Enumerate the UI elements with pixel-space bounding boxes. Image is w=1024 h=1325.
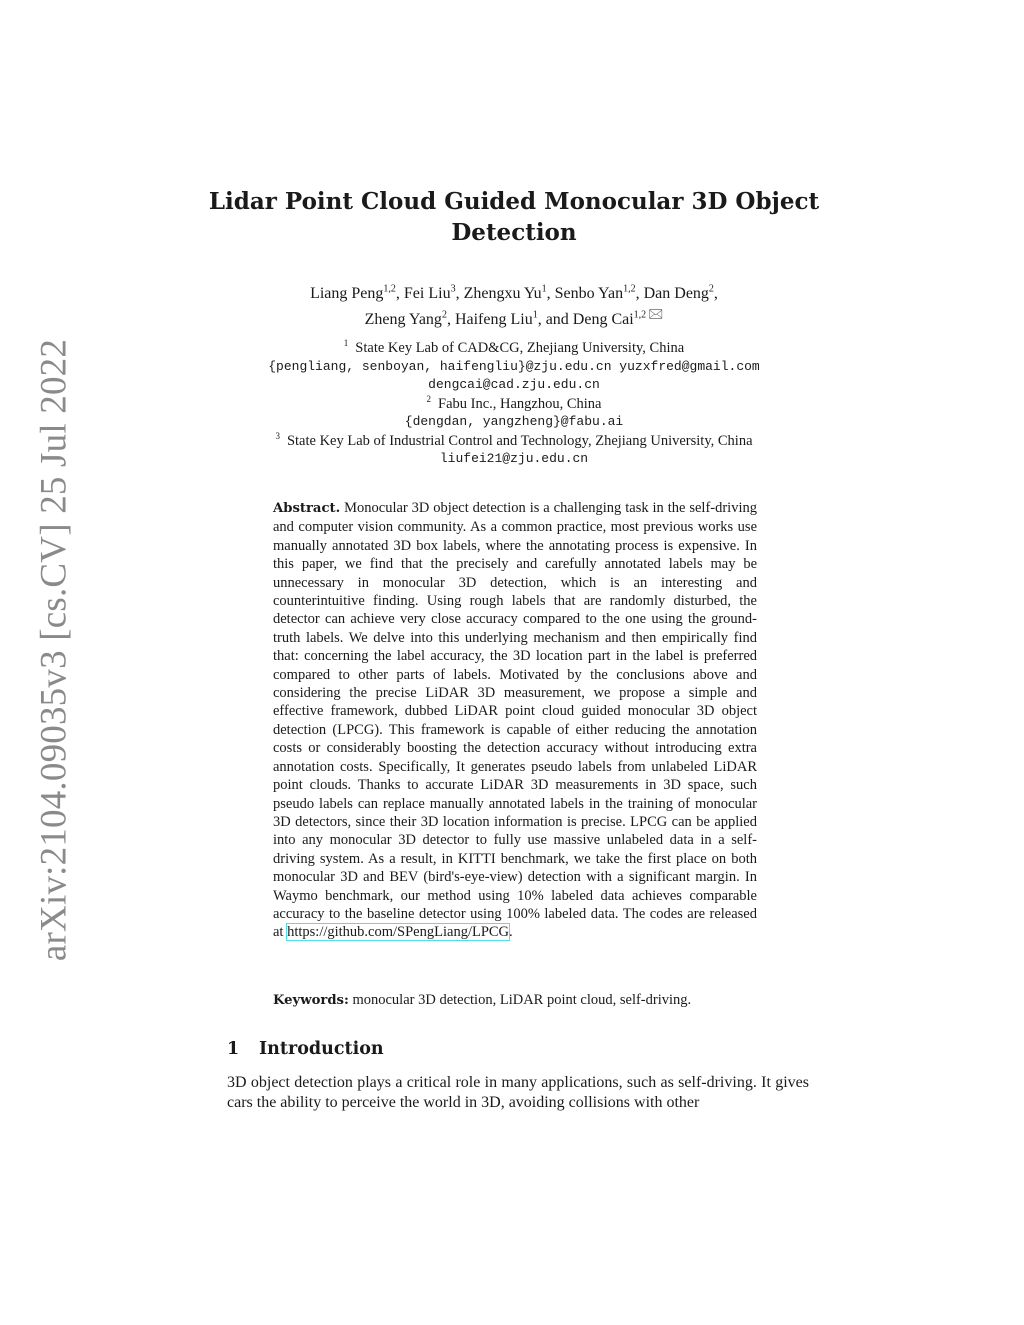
title-line-1: Lidar Point Cloud Guided Monocular 3D Object (208, 188, 820, 215)
affiliation-3-emails: liufei21@zju.edu.cn (439, 451, 589, 466)
abstract-label: Abstract. (273, 501, 341, 516)
author-separator: , (446, 311, 455, 328)
affiliation-2 (160, 395, 868, 414)
affiliation-name: State Key Lab of CAD&CG, Zhejiang University, China (355, 340, 685, 356)
author-affiliation-mark: 1,2 (633, 309, 647, 321)
author-line-2 (160, 304, 868, 330)
author-affiliation-mark: 1 (541, 283, 547, 295)
author-name: Dan Deng (643, 285, 709, 302)
author-name: Zheng Yang (364, 311, 442, 328)
title-line-2: Detection (451, 219, 577, 246)
author-list (160, 284, 868, 330)
affiliation-2-emails: {dengdan, yangzheng}@fabu.ai (404, 414, 624, 429)
affiliation-3 (160, 432, 868, 451)
section-heading (227, 1037, 384, 1061)
affiliation-number: 3 (275, 430, 280, 441)
affiliation-number: 2 (426, 393, 431, 404)
author-affiliation-mark: 2 (708, 283, 714, 295)
envelope-icon: 🖂 (648, 306, 664, 321)
author-name: Senbo Yan (554, 285, 624, 302)
intro-paragraph: 3D object detection plays a critical role in many applications, such as self-driving. It gives cars the ability to perceive the world in 3D, avoiding collisions with other (227, 1074, 809, 1111)
affiliation-block (160, 339, 868, 469)
affiliation-number: 1 (343, 338, 349, 349)
keywords-text: monocular 3D detection, LiDAR point cloud, self-driving. (352, 992, 692, 1008)
section-number: 1 (227, 1039, 240, 1059)
affiliation-1 (160, 339, 868, 358)
keywords (273, 991, 757, 1010)
arxiv-side-stamp: arXiv:2104.09035v3 [cs.CV] 25 Jul 2022 (33, 338, 75, 962)
author-affiliation-mark: 1 (532, 309, 538, 321)
affiliation-name: Fabu Inc., Hangzhou, China (438, 395, 602, 412)
abstract-end: . (509, 924, 513, 941)
author-separator: , (713, 285, 718, 302)
author-separator: , (546, 285, 555, 302)
affiliation-1-emails: {pengliang, senboyan, haifengliu}@zju.edu.cn yuzxfred@gmail.com (268, 358, 760, 374)
author-name: Deng Cai (572, 311, 634, 328)
author-line-1 (160, 284, 868, 304)
abstract (273, 499, 757, 942)
author-name: Zhengxu Yu (463, 285, 542, 302)
author-separator: , and (537, 311, 573, 328)
section-title: Introduction (259, 1039, 384, 1059)
author-name: Haifeng Liu (454, 311, 533, 328)
author-separator: , (455, 285, 464, 302)
author-affiliation-mark: 1,2 (623, 283, 636, 295)
author-affiliation-mark: 2 (441, 309, 447, 321)
paper-title (200, 186, 828, 248)
author-name: Fei Liu (403, 285, 451, 302)
author-separator: , (395, 285, 404, 302)
code-link[interactable]: https://github.com/SPengLiang/LPCG (287, 924, 510, 941)
author-separator: , (635, 285, 644, 302)
affiliation-1-emails-2: dengcai@cad.zju.edu.cn (428, 377, 600, 392)
affiliation-name: State Key Lab of Industrial Control and Technology, Zhejiang University, China (286, 432, 753, 449)
abstract-text: Monocular 3D object detection is a challenging task in the self-driving and computer vision community. As a common practice, most previous works use manually annotated 3D box labels, where the annotating process is expensive. In this paper, we find that the precisely and carefully annotated labels may be unnecessary in monocular 3D detection, which is an interesting and counterintuitive finding. Using rough labels that are randomly disturbed, the detector can achieve very close accuracy compared to the one using the ground-truth labels. We delve into this underlying mechanism and then empirically find that: concerning the label accuracy, the 3D location part in the label is preferred compared to other parts of labels. Motivated by the conclusions above and considering the precise LiDAR 3D measurement, we propose a simple and effective framework, dubbed LiDAR point cloud guided monocular 3D object detection (LPCG). This framework is capable of either reducing the annotation costs or considerably boosting the detection accuracy without introducing extra annotation costs. Specifically, It generates pseudo labels from unlabeled LiDAR point clouds. Thanks to accurate LiDAR 3D measurements in 3D space, such pseudo labels can replace manually annotated labels in the training of monocular 3D detectors, since their 3D location information is precise. LPCG can be applied into any monocular 3D detector to fully use massive unlabeled data in a self-driving system. As a result, in KITTI benchmark, we take the first place on both monocular 3D and BEV (bird's-eye-view) detection with a significant margin. In Waymo benchmark, our method using 10% labeled data achieves comparable accuracy to the baseline detector using 100% labeled data. The codes are released at (273, 500, 757, 941)
author-affiliation-mark: 3 (450, 283, 456, 295)
author-name: Liang Peng (310, 285, 384, 302)
keywords-label: Keywords: (273, 993, 349, 1008)
author-affiliation-mark: 1,2 (383, 283, 396, 295)
